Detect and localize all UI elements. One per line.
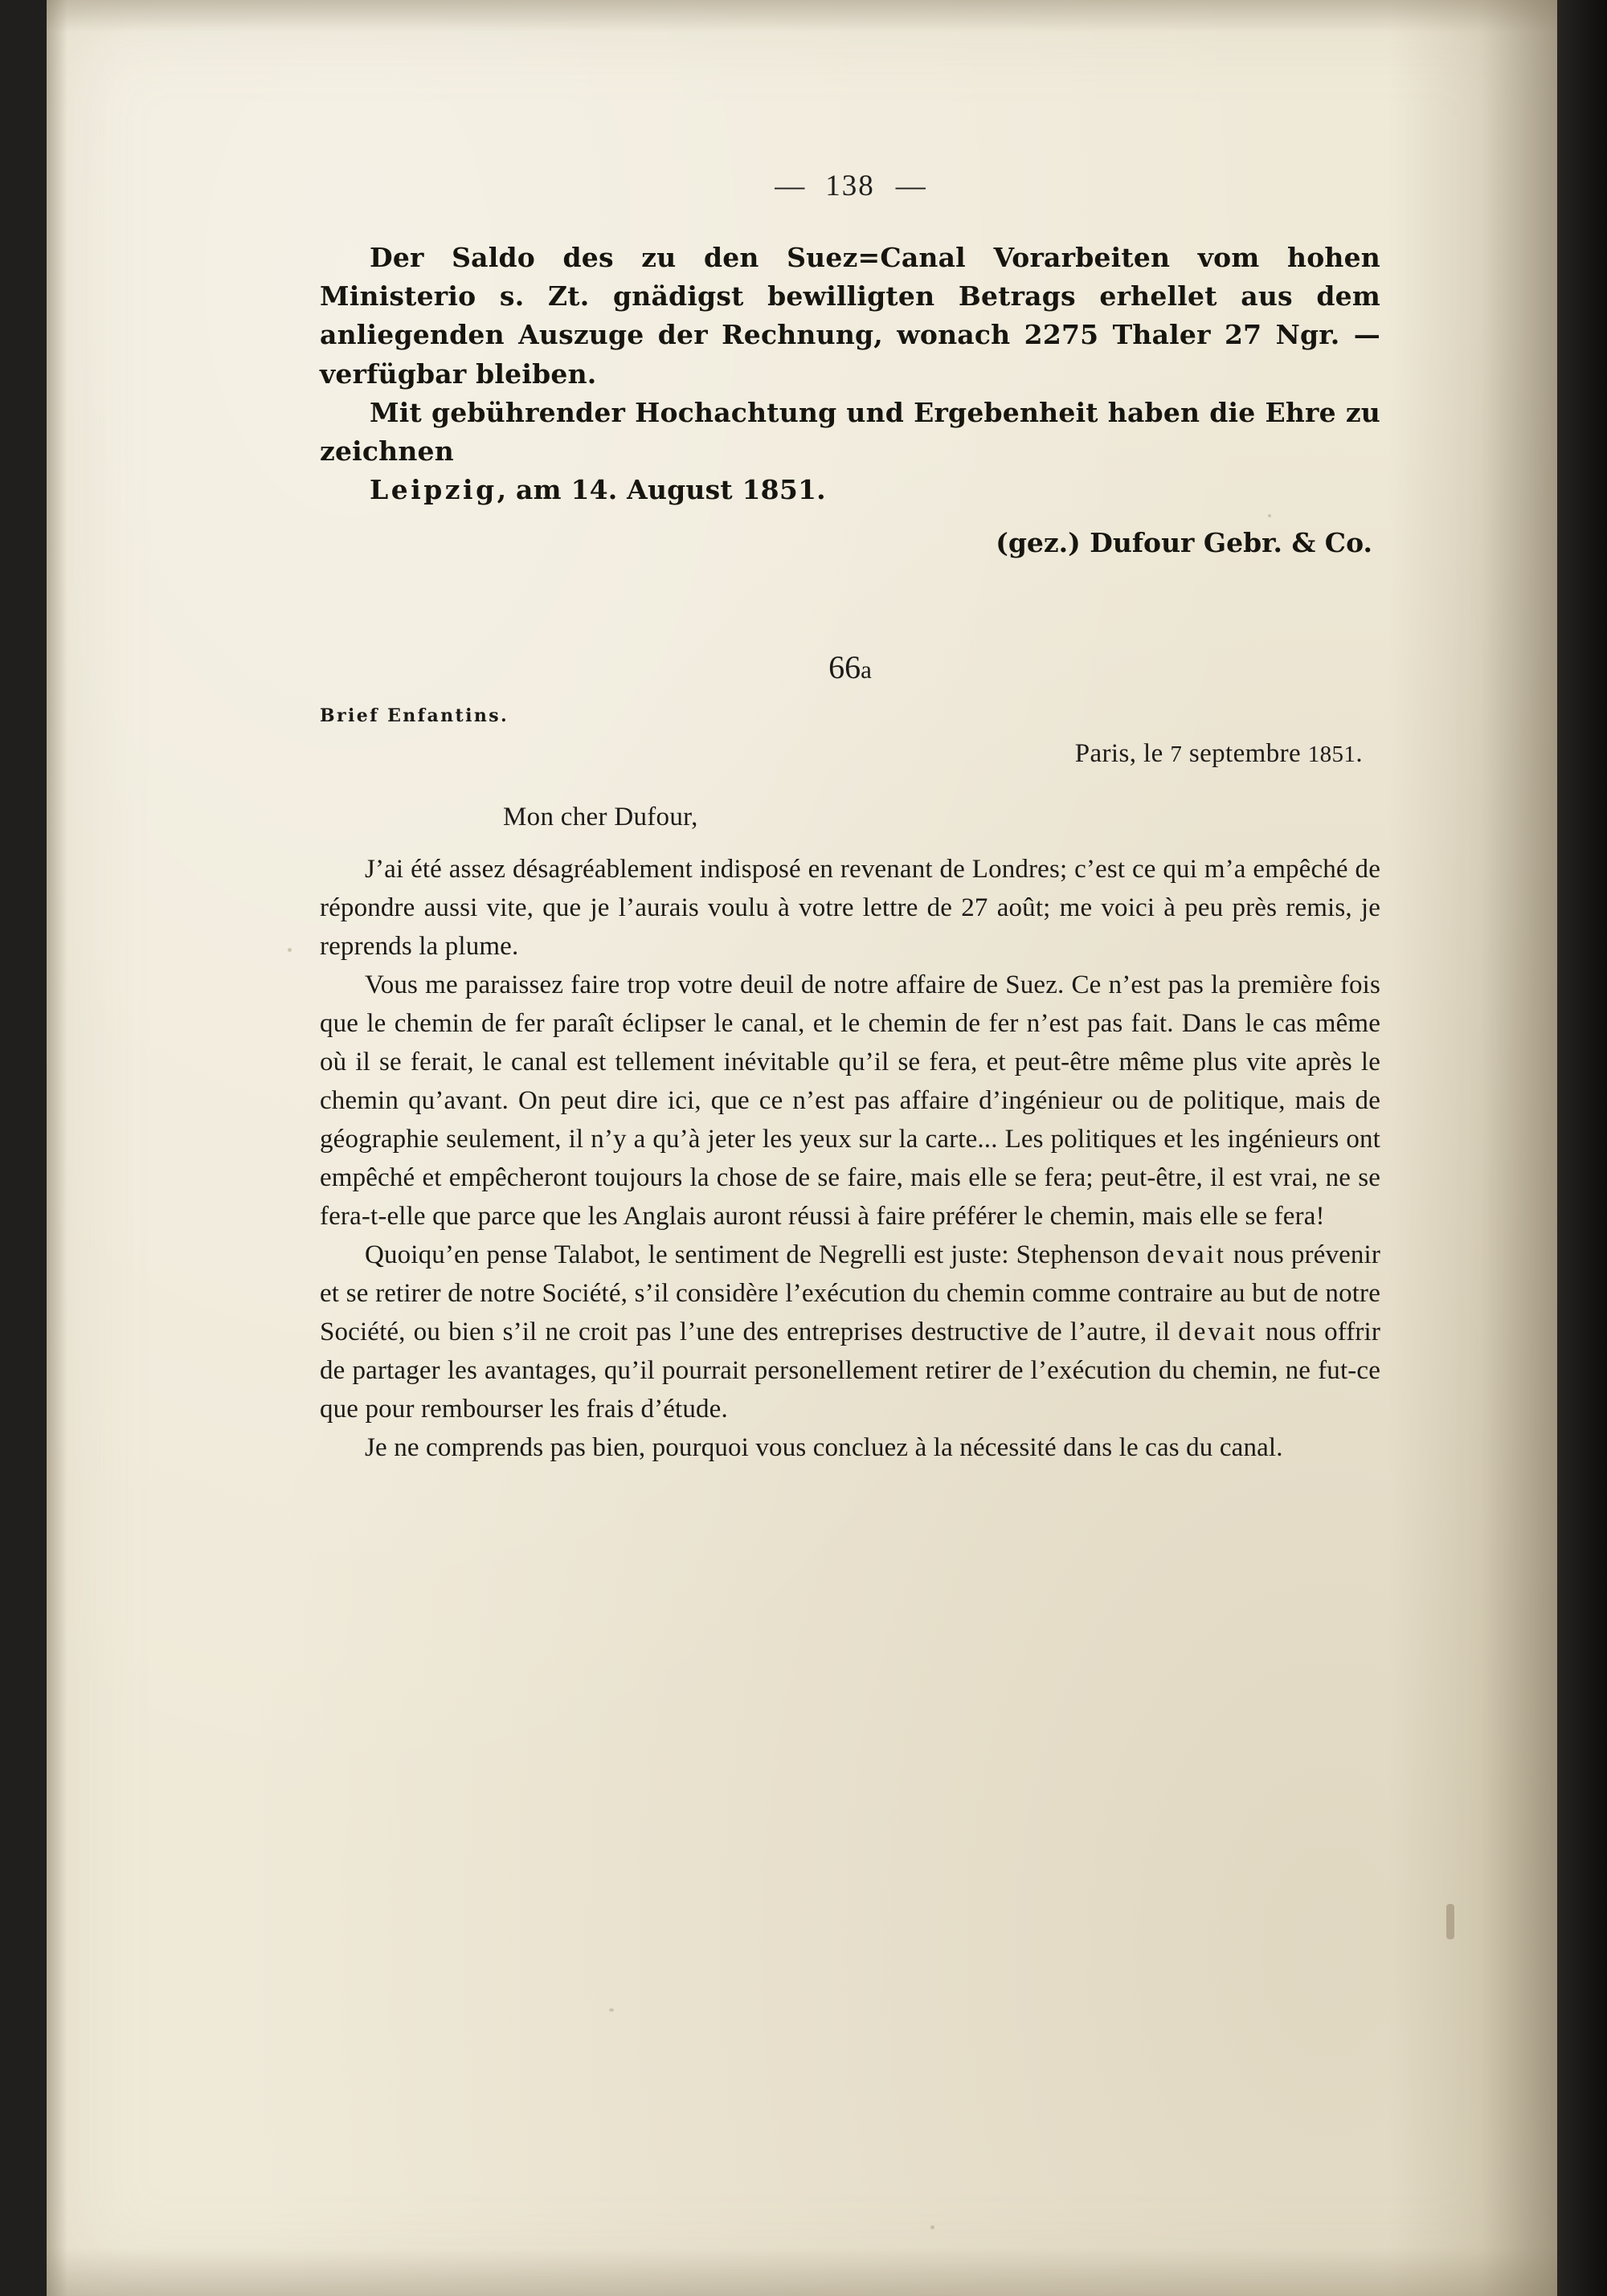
folio-dash-right: — xyxy=(895,170,926,202)
emphasized-word: devait xyxy=(1178,1318,1257,1347)
german-paragraph-1: Der Saldo des zu den Suez=Canal Vorarbeiten vom hohen Ministerio s. Zt. gnädigst bewilligten Betrags erhellet aus dem anliegenden Auszuge der Rechnung, wonach 2275 Thaler 27 Ngr. — verfügbar bleiben. xyxy=(320,242,1380,390)
french-paragraph-3: Quoiqu’en pense Talabot, le sentiment de Negrelli est juste: Stephenson devait nous prévenir et se retirer de notre Société, s’il considère l’exécution du chemin comme contraire au but de notre Société, ou bien s’il ne croit pas l’une des entreprises destructive de l’autre, il devait nous offrir de partager les avantages, qu’il pourrait personellement retirer de l’exécution du chemin, ne fut-ce que pour rembourser les frais d’étude. xyxy=(320,1240,1380,1424)
document-source-label: Brief Enfantins. xyxy=(320,705,509,727)
section-number-heading xyxy=(320,648,1380,686)
page-number-header xyxy=(320,169,1380,203)
french-paragraph-4: Je ne comprends pas bien, pourquoi vous concluez à la nécessité dans le cas du canal. xyxy=(365,1433,1283,1463)
page-top-edge-shading xyxy=(47,0,1557,32)
page-left-edge-shading xyxy=(47,0,67,2296)
paper-speck xyxy=(609,2008,614,2012)
paper-speck xyxy=(288,948,292,952)
french-paragraph-1: J’ai été assez désagréablement indisposé en revenant de Londres; c’est ce qui m’a empêché de répondre aussi vite, que je l’aurais voulu à votre lettre de 27 août; me voici à peu près remis, je reprends la plume. xyxy=(320,855,1380,962)
german-signature: (gez.) Dufour Gebr. & Co. xyxy=(996,527,1372,559)
page-bottom-edge-shading xyxy=(47,2248,1557,2296)
salutation: Mon cher Dufour, xyxy=(503,803,698,832)
page-edge-blemish xyxy=(1446,1904,1454,1939)
paper-speck xyxy=(930,2225,934,2229)
section-number-suffix: a xyxy=(861,656,872,684)
document-page xyxy=(47,0,1557,2296)
german-place-date-line xyxy=(320,471,1380,509)
section-number: 66 xyxy=(828,649,861,686)
dateline-day: 7 xyxy=(1170,742,1183,768)
folio-dash-left: — xyxy=(775,170,805,202)
french-paragraph-2: Vous me paraissez faire trop votre deuil de notre affaire de Suez. Ce n’est pas la première fois que le chemin de fer paraît éclipser le canal, et le chemin de fer n’est pas fait. Dans le cas même où il se ferait, le canal est tellement inévitable qu’il se fera, et peut-être même plus vite après le chemin qu’avant. On peut dire ici, que ce n’est pas affaire d’ingénieur ou de politique, mais de géographie seulement, il n’y a qu’à jeter les yeux sur la carte... Les politiques et les ingénieurs ont empêché et empêcheront toujours la chose de se faire, mais elle se fera; peut-être, il est vrai, ne se fera-t-elle que parce que les Anglais auront réussi à faire préférer le chemin, mais elle se fera! xyxy=(320,970,1380,1232)
page-number: 138 xyxy=(825,170,875,202)
dateline xyxy=(320,739,1380,769)
german-place-city: Leipzig xyxy=(370,474,497,506)
page-text-block xyxy=(320,169,1380,1467)
german-paragraph-2: Mit gebührender Hochachtung und Ergebenheit haben die Ehre zu zeichnen xyxy=(320,396,1380,467)
page-right-edge-shading xyxy=(1388,0,1557,2296)
emphasized-word: devait xyxy=(1147,1240,1226,1270)
german-place-date-rest: , am 14. August 1851. xyxy=(497,474,826,506)
dateline-period: . xyxy=(1356,739,1363,769)
dateline-year: 1851 xyxy=(1307,742,1356,768)
german-letter-body xyxy=(320,239,1380,509)
french-letter-body xyxy=(320,850,1380,1467)
dateline-month: septembre xyxy=(1182,739,1308,769)
dateline-place: Paris, le xyxy=(1074,739,1171,769)
